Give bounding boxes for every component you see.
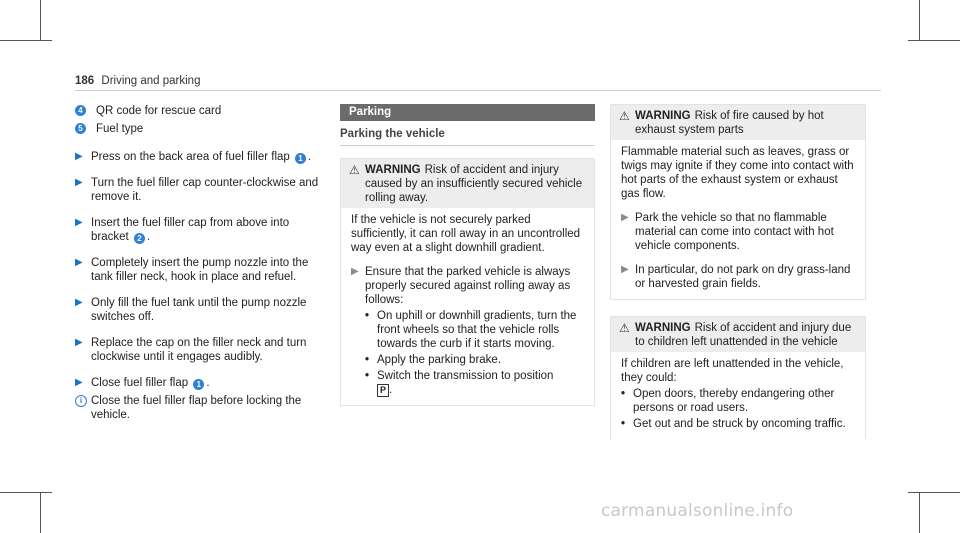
legend-badge: 4 <box>75 105 86 116</box>
step-arrow-icon: ▶ <box>75 177 83 188</box>
bullet-list <box>621 387 855 431</box>
step-arrow-icon: ▶ <box>75 257 83 268</box>
list-item: • Apply the parking brake. <box>365 354 502 366</box>
legend-text: Fuel type <box>96 123 144 135</box>
warning-title: Risk of fire caused by hot exhaust system parts <box>635 110 824 136</box>
info-note <box>75 394 325 422</box>
warning-step-text: Ensure that the parked vehicle is always properly secured against rolling away as follows: <box>365 266 571 306</box>
warning-header <box>611 105 865 140</box>
warning-step-text: Park the vehicle so that no flammable material can come into contact with hot vehicle components. <box>635 212 834 252</box>
bullet-text: On uphill or downhill gradients, turn the front wheels so that the vehicle rolls towards the curb if it starts moving. <box>377 310 577 350</box>
legend-text: QR code for rescue card <box>96 105 222 117</box>
step-text-end: . <box>308 151 312 163</box>
legend-item <box>75 104 325 118</box>
gear-p-symbol: P <box>377 384 389 397</box>
step-item <box>75 256 325 284</box>
warning-box-fire <box>610 104 866 300</box>
crop-mark-top-left-v <box>40 0 41 40</box>
list-item: • On uphill or downhill gradients, turn the front wheels so that the vehicle rolls towards the curb if it starts moving. <box>365 309 584 351</box>
header-divider <box>75 90 881 91</box>
warning-title: Risk of accident and injury due to children left unattended in the vehicle <box>635 322 852 348</box>
warning-step <box>351 265 584 397</box>
warning-text: If the vehicle is not securely parked sufficiently, it can roll away in an uncontrolled way even at a slight downhill gradient. <box>351 214 581 254</box>
step-item <box>75 176 325 204</box>
list-item: • Switch the transmission to position P . <box>365 370 554 396</box>
info-icon: i <box>75 395 87 407</box>
crop-mark-bottom-left-v <box>40 493 41 533</box>
warning-triangle-icon: ⚠ <box>619 109 630 123</box>
legend-badge: 5 <box>75 123 86 134</box>
warning-label: WARNING <box>365 164 421 176</box>
bullet-list <box>365 309 584 397</box>
info-text: Close the fuel filler flap before locking the vehicle. <box>91 395 302 421</box>
bullet-text: Get out and be struck by oncoming traffic. <box>633 418 846 430</box>
warning-header <box>611 317 865 352</box>
step-text: Turn the fuel filler cap counter-clockwise and remove it. <box>91 177 319 203</box>
step-arrow-icon: ▶ <box>75 377 83 388</box>
warning-triangle-icon: ⚠ <box>349 163 360 177</box>
crop-mark-bottom-left-h <box>0 492 52 493</box>
step-arrow-icon: ▶ <box>75 297 83 308</box>
step-arrow-icon: ▶ <box>351 266 359 277</box>
warning-body <box>611 352 865 439</box>
crop-mark-bottom-right-h <box>908 492 960 493</box>
crop-mark-bottom-right-v <box>919 493 920 533</box>
warning-box-children <box>610 316 866 439</box>
warning-triangle-icon: ⚠ <box>619 321 630 335</box>
column-warnings <box>610 104 866 439</box>
page-header <box>75 74 200 88</box>
step-item <box>75 216 325 244</box>
step-text-end: . <box>146 231 151 243</box>
step-text: Completely insert the pump nozzle into the tank filler neck, hook in place and refuel. <box>91 257 309 283</box>
warning-text: If children are left unattended in the vehicle, they could: <box>621 358 844 384</box>
warning-step <box>621 211 855 253</box>
bullet-text: Apply the parking brake. <box>377 354 502 366</box>
warning-label: WARNING <box>635 110 691 122</box>
legend-item <box>75 122 325 136</box>
bullet-text: Switch the transmission to position <box>377 370 554 382</box>
column-refuel <box>75 104 325 422</box>
step-item <box>75 336 325 364</box>
crop-mark-top-right-h <box>908 40 960 41</box>
warning-step-text: In particular, do not park on dry grass-land or harvested grain fields. <box>635 264 851 290</box>
warning-title: Risk of accident and injury caused by an insufficiently secured vehicle rolling away. <box>365 164 583 204</box>
list-item: • Open doors, thereby endangering other persons or road users. <box>621 387 855 415</box>
step-item <box>75 150 325 164</box>
warning-step <box>621 263 855 291</box>
step-text: Press on the back area of fuel filler flap <box>91 151 290 163</box>
warning-box-rolling <box>340 158 595 406</box>
crop-mark-top-left-h <box>0 40 52 41</box>
crop-mark-top-right-v <box>919 0 920 40</box>
warning-body <box>611 140 865 299</box>
section-name: Driving and parking <box>101 75 201 87</box>
bullet-text: Open doors, thereby endangering other persons or road users. <box>633 388 835 414</box>
step-text: Close fuel filler flap <box>91 377 189 389</box>
callout-badge: 1 <box>295 153 306 164</box>
step-text: Only fill the fuel tank until the pump nozzle switches off. <box>91 297 307 323</box>
callout-badge: 1 <box>193 379 204 390</box>
step-arrow-icon: ▶ <box>621 212 629 223</box>
page-number: 186 <box>75 75 95 87</box>
step-text: Replace the cap on the filler neck and turn clockwise until it engages audibly. <box>91 337 307 363</box>
warning-text: Flammable material such as leaves, grass or twigs may ignite if they come into contact with hot parts of the exhaust system or exhaust gas flow. <box>621 146 854 200</box>
subheading: Parking the vehicle <box>340 127 595 146</box>
step-item <box>75 376 325 390</box>
step-text: Insert the fuel filler cap from above into bracket <box>91 217 290 243</box>
step-arrow-icon: ▶ <box>75 151 83 162</box>
step-item <box>75 296 325 324</box>
watermark: carmanualsonline.info <box>601 501 794 521</box>
warning-header <box>341 159 594 208</box>
step-arrow-icon: ▶ <box>75 217 83 228</box>
list-item: • Get out and be struck by oncoming traffic. <box>621 418 846 430</box>
section-title-bar: Parking <box>340 104 595 121</box>
column-parking <box>340 104 595 406</box>
warning-label: WARNING <box>635 322 691 334</box>
step-arrow-icon: ▶ <box>75 337 83 348</box>
step-text-end: . <box>206 377 210 389</box>
step-arrow-icon: ▶ <box>621 264 629 275</box>
warning-body <box>341 208 594 405</box>
callout-badge: 2 <box>134 233 145 244</box>
